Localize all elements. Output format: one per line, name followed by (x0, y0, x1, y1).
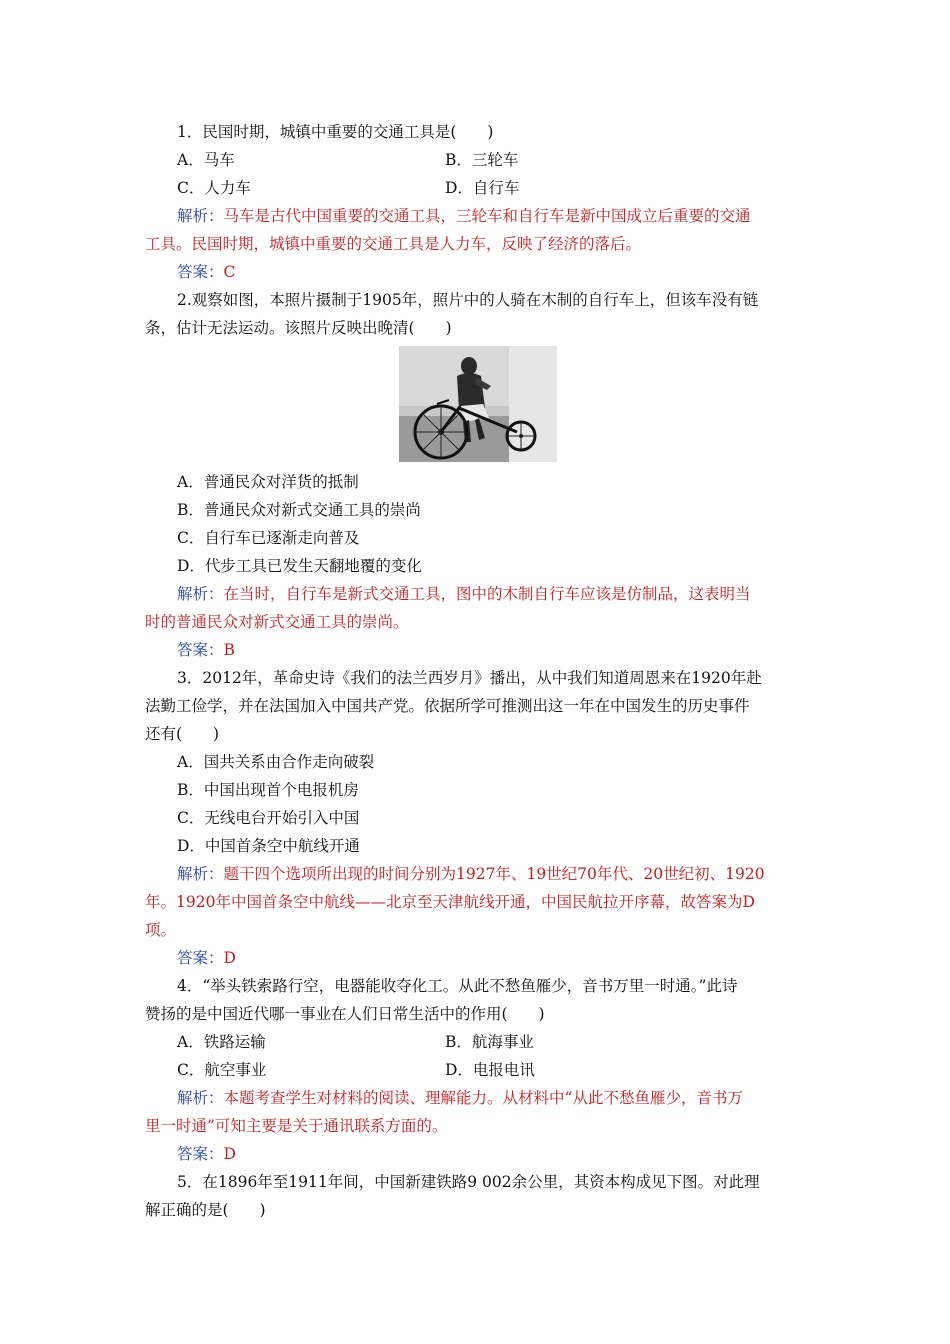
q4-option-c: C．航空事业 (177, 1061, 267, 1079)
q4-options-row-2 (145, 1056, 810, 1084)
q3-analysis-line-2: 年。1920年中国首条空中航线——北京至天津航线开通，中国民航拉开序幕，故答案为D (145, 893, 755, 911)
q1-answer-value: C (223, 263, 236, 281)
q1-analysis-text-1: 马车是古代中国重要的交通工具，三轮车和自行车是新中国成立后重要的交通 (223, 207, 751, 225)
q2-option-b: B．普通民众对新式交通工具的崇尚 (177, 501, 421, 519)
q2-stem-line-1: 2.观察如图，本照片摄制于1905年，照片中的人骑在木制的自行车上，但该车没有链 (177, 291, 759, 309)
q3-stem-line-2: 法勤工俭学，并在法国加入中国共产党。依据所学可推测出这一年在中国发生的历史事件 (145, 697, 750, 715)
q1-option-a: A．马车 (177, 151, 235, 169)
q3-analysis-text-1: 题干四个选项所出现的时间分别为1927年、19世纪70年代、20世纪初、1920 (223, 865, 765, 883)
q4-stem-line-1: 4．“举头铁索路行空，电器能收夺化工。从此不愁鱼雁少，音书万里一时通。”此诗 (177, 977, 738, 995)
q3-answer (145, 944, 810, 972)
q3-answer-label: 答案： (177, 949, 224, 967)
q1-option-d: D．自行车 (445, 179, 520, 197)
q4-answer-label: 答案： (177, 1145, 224, 1163)
q3-option-d: D．中国首条空中航线开通 (177, 837, 360, 855)
q2-answer (145, 636, 810, 664)
q1-options-row-2 (145, 174, 810, 202)
q1-answer (145, 258, 810, 286)
q2-analysis-label: 解析： (177, 585, 224, 603)
q1-options-row-1 (145, 146, 810, 174)
q1-answer-label: 答案： (177, 263, 224, 281)
q1-analysis-line-2: 工具。民国时期，城镇中重要的交通工具是人力车，反映了经济的落后。 (145, 235, 642, 253)
q1-analysis-label: 解析： (177, 207, 224, 225)
q2-answer-value: B (223, 641, 235, 659)
q4-option-b: B．航海事业 (445, 1033, 534, 1051)
q3-analysis-label: 解析： (177, 865, 224, 883)
q1-option-b: B．三轮车 (445, 151, 519, 169)
q2-analysis-text-1: 在当时，自行车是新式交通工具，图中的木制自行车应该是仿制品，这表明当 (223, 585, 751, 603)
q4-option-d: D．电报电讯 (445, 1061, 535, 1079)
q3-stem-line-1: 3．2012年，革命史诗《我们的法兰西岁月》播出，从中我们知道周恩来在1920年赴 (177, 669, 762, 687)
q2-option-a: A．普通民众对洋货的抵制 (177, 473, 359, 491)
q2-answer-label: 答案： (177, 641, 224, 659)
q2-option-d: D．代步工具已发生天翻地覆的变化 (177, 557, 422, 575)
q4-analysis-text-1: 本题考查学生对材料的阅读、理解能力。从材料中“从此不愁鱼雁少，音书万 (223, 1089, 743, 1107)
q3-option-a: A．国共关系由合作走向破裂 (177, 753, 375, 771)
q4-analysis-line-2: 里一时通”可知主要是关于通讯联系方面的。 (145, 1117, 448, 1135)
q2-analysis-line-1 (145, 580, 810, 608)
q3-option-c: C．无线电台开始引入中国 (177, 809, 360, 827)
q2-photo-container (145, 346, 810, 464)
q3-analysis-line-3: 项。 (145, 921, 177, 939)
q4-answer (145, 1140, 810, 1168)
q2-analysis-line-2: 时的普通民众对新式交通工具的崇尚。 (145, 613, 409, 631)
q4-stem-line-2: 赞扬的是中国近代哪一事业在人们日常生活中的作用( ) (145, 1005, 545, 1023)
q2-stem-line-2: 条，估计无法运动。该照片反映出晚清( ) (145, 319, 452, 337)
q2-option-c: C．自行车已逐渐走向普及 (177, 529, 360, 547)
q5-stem-line-2: 解正确的是( ) (145, 1201, 266, 1219)
q1-option-c: C．人力车 (177, 179, 251, 197)
q3-answer-value: D (223, 949, 236, 967)
q4-analysis-label: 解析： (177, 1089, 224, 1107)
q4-option-a: A．铁路运输 (177, 1033, 266, 1051)
q1-stem: 1．民国时期，城镇中重要的交通工具是( ) (177, 123, 494, 141)
q3-stem-line-3: 还有( ) (145, 725, 220, 743)
q4-answer-value: D (223, 1145, 236, 1163)
q5-stem-line-1: 5．在1896年至1911年间，中国新建铁路9 002余公里，其资本构成见下图。对此理 (177, 1173, 760, 1191)
q3-analysis-line-1 (145, 860, 810, 888)
q3-option-b: B．中国出现首个电报机房 (177, 781, 359, 799)
q4-options-row-1 (145, 1028, 810, 1056)
q1-analysis-line-1 (145, 202, 810, 230)
bicycle-photo (399, 346, 557, 462)
document-page (145, 118, 810, 1224)
q4-analysis-line-1 (145, 1084, 810, 1112)
